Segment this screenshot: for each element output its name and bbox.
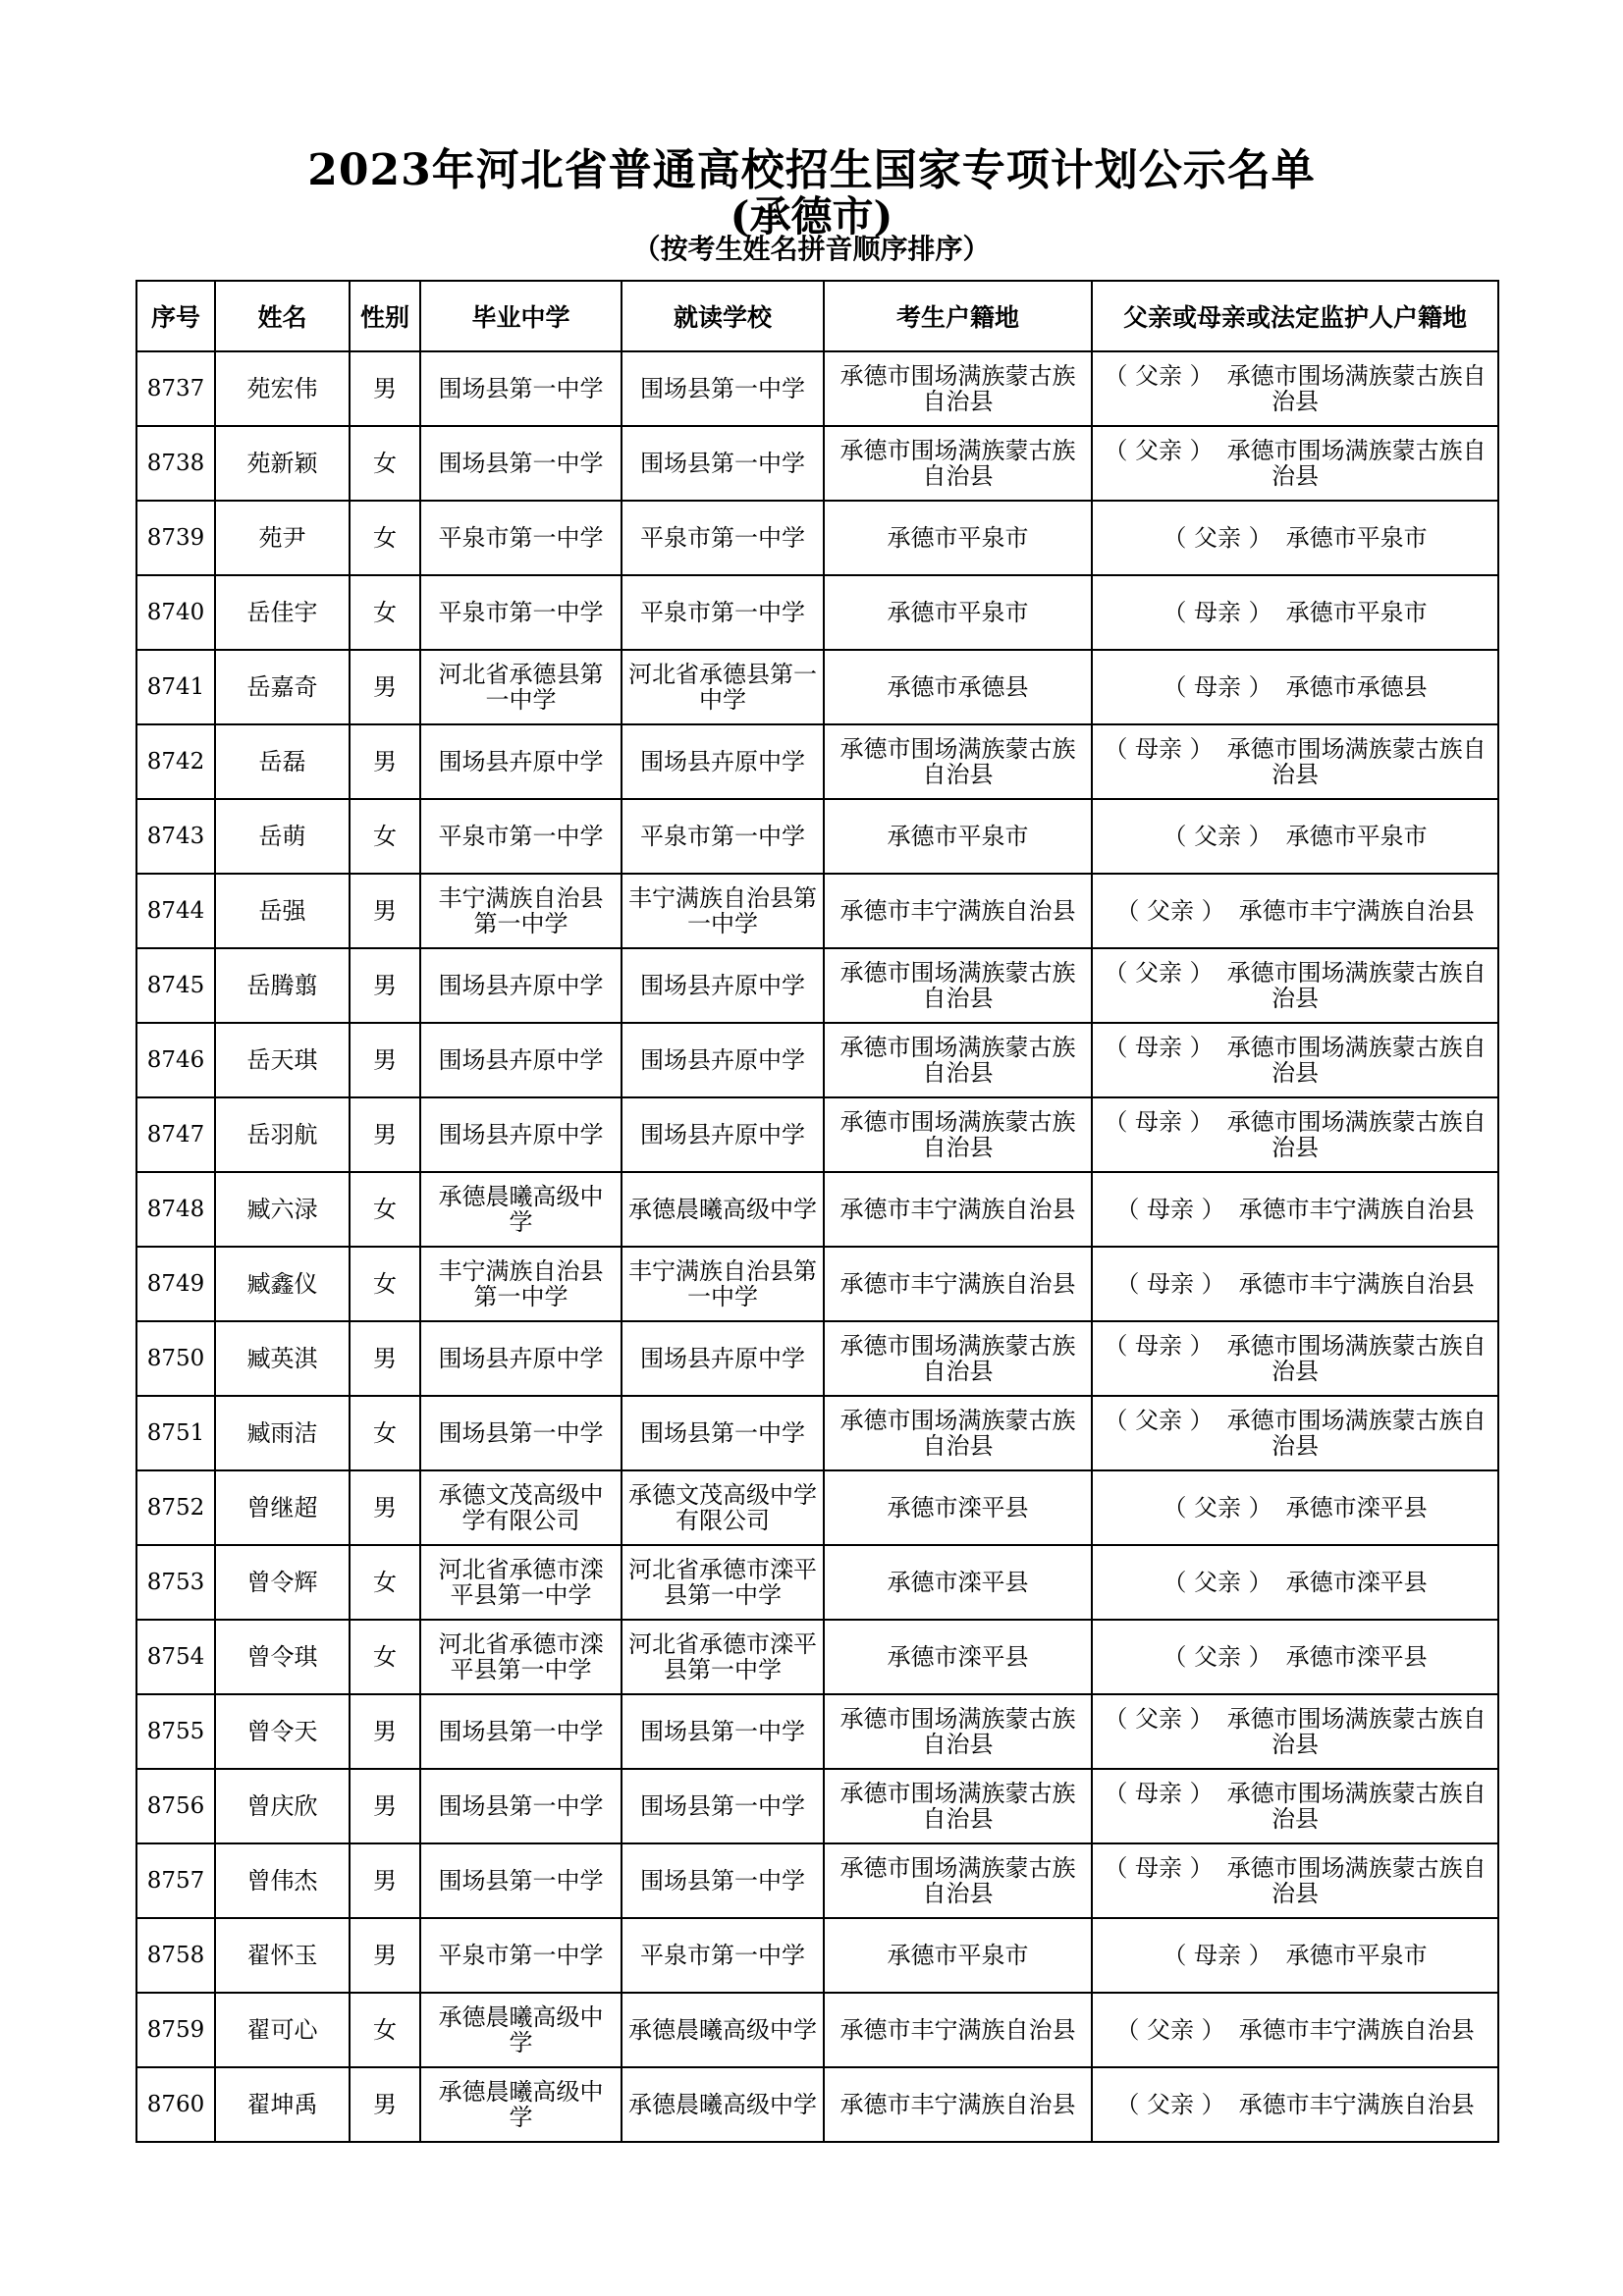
cell-guardian-hukou xyxy=(1092,1023,1498,1097)
cell-current-school: 围场县第一中学 xyxy=(622,351,824,426)
cell-student-hukou: 承德市滦平县 xyxy=(824,1470,1092,1545)
table-row xyxy=(136,1769,1498,1843)
cell-current-school: 围场县第一中学 xyxy=(622,1843,824,1918)
guardian-relation: （ 父亲 ） xyxy=(1115,2091,1225,2118)
cell-id: 8756 xyxy=(136,1769,215,1843)
guardian-relation: （ 母亲 ） xyxy=(1115,1196,1225,1223)
cell-name: 岳磊 xyxy=(215,724,350,799)
cell-name: 臧英淇 xyxy=(215,1321,350,1396)
cell-student-hukou: 承德市丰宁满族自治县 xyxy=(824,1247,1092,1321)
cell-name: 曾令辉 xyxy=(215,1545,350,1620)
cell-student-hukou: 承德市围场满族蒙古族自治县 xyxy=(824,1321,1092,1396)
cell-id: 8743 xyxy=(136,799,215,874)
cell-id: 8747 xyxy=(136,1097,215,1172)
guardian-place: 承德市围场满族蒙古族自治县 xyxy=(1226,1034,1487,1087)
table-row xyxy=(136,874,1498,948)
cell-student-hukou: 承德市围场满族蒙古族自治县 xyxy=(824,948,1092,1023)
cell-student-hukou: 承德市丰宁满族自治县 xyxy=(824,2067,1092,2142)
cell-guardian-hukou xyxy=(1092,1172,1498,1247)
roster-table xyxy=(135,280,1499,2143)
cell-gender: 女 xyxy=(350,799,420,874)
cell-id: 8753 xyxy=(136,1545,215,1620)
cell-gender: 男 xyxy=(350,874,420,948)
table-row xyxy=(136,1321,1498,1396)
guardian-place: 承德市围场满族蒙古族自治县 xyxy=(1226,1780,1487,1833)
header-current-school: 就读学校 xyxy=(622,281,824,351)
cell-graduated-school: 平泉市第一中学 xyxy=(420,1918,622,1993)
cell-gender: 男 xyxy=(350,1843,420,1918)
cell-graduated-school: 围场县第一中学 xyxy=(420,351,622,426)
cell-gender: 女 xyxy=(350,501,420,575)
cell-current-school: 围场县卉原中学 xyxy=(622,1097,824,1172)
cell-name: 苑宏伟 xyxy=(215,351,350,426)
cell-name: 岳萌 xyxy=(215,799,350,874)
cell-id: 8759 xyxy=(136,1993,215,2067)
cell-name: 臧鑫仪 xyxy=(215,1247,350,1321)
cell-guardian-hukou xyxy=(1092,501,1498,575)
cell-guardian-hukou xyxy=(1092,799,1498,874)
cell-student-hukou: 承德市平泉市 xyxy=(824,1918,1092,1993)
cell-graduated-school: 河北省承德市滦平县第一中学 xyxy=(420,1620,622,1694)
guardian-place: 承德市丰宁满族自治县 xyxy=(1238,897,1475,925)
cell-guardian-hukou xyxy=(1092,1097,1498,1172)
cell-graduated-school: 承德晨曦高级中学 xyxy=(420,2067,622,2142)
guardian-relation: （ 父亲 ） xyxy=(1104,959,1214,987)
cell-name: 曾令琪 xyxy=(215,1620,350,1694)
cell-guardian-hukou xyxy=(1092,2067,1498,2142)
cell-graduated-school: 围场县第一中学 xyxy=(420,1769,622,1843)
cell-guardian-hukou xyxy=(1092,1769,1498,1843)
cell-current-school: 河北省承德市滦平县第一中学 xyxy=(622,1545,824,1620)
guardian-relation: （ 父亲 ） xyxy=(1163,524,1272,552)
cell-current-school: 围场县卉原中学 xyxy=(622,724,824,799)
cell-guardian-hukou xyxy=(1092,1545,1498,1620)
cell-graduated-school: 围场县卉原中学 xyxy=(420,1097,622,1172)
cell-student-hukou: 承德市平泉市 xyxy=(824,799,1092,874)
cell-student-hukou: 承德市围场满族蒙古族自治县 xyxy=(824,1694,1092,1769)
cell-current-school: 围场县第一中学 xyxy=(622,1396,824,1470)
cell-current-school: 承德文茂高级中学有限公司 xyxy=(622,1470,824,1545)
header-guardian-hukou: 父亲或母亲或法定监护人户籍地 xyxy=(1092,281,1498,351)
cell-gender: 男 xyxy=(350,1769,420,1843)
cell-gender: 女 xyxy=(350,1396,420,1470)
table-row xyxy=(136,948,1498,1023)
table-row xyxy=(136,1470,1498,1545)
sort-note: （按考生姓名拼音顺序排序） xyxy=(632,233,991,265)
cell-guardian-hukou xyxy=(1092,1918,1498,1993)
table-header-row xyxy=(136,281,1498,351)
guardian-place: 承德市丰宁满族自治县 xyxy=(1238,2016,1475,2044)
cell-id: 8755 xyxy=(136,1694,215,1769)
cell-id: 8749 xyxy=(136,1247,215,1321)
cell-gender: 女 xyxy=(350,1993,420,2067)
cell-graduated-school: 围场县第一中学 xyxy=(420,426,622,501)
cell-name: 苑尹 xyxy=(215,501,350,575)
cell-id: 8744 xyxy=(136,874,215,948)
table-row xyxy=(136,1918,1498,1993)
cell-guardian-hukou xyxy=(1092,1993,1498,2067)
cell-current-school: 承德晨曦高级中学 xyxy=(622,1172,824,1247)
cell-name: 翟怀玉 xyxy=(215,1918,350,1993)
cell-id: 8737 xyxy=(136,351,215,426)
guardian-relation: （ 父亲 ） xyxy=(1104,437,1214,464)
cell-graduated-school: 围场县第一中学 xyxy=(420,1396,622,1470)
guardian-relation: （ 母亲 ） xyxy=(1163,1942,1272,1969)
cell-graduated-school: 承德晨曦高级中学 xyxy=(420,1993,622,2067)
guardian-place: 承德市承德县 xyxy=(1285,673,1428,701)
guardian-place: 承德市围场满族蒙古族自治县 xyxy=(1226,1705,1487,1758)
guardian-place: 承德市围场满族蒙古族自治县 xyxy=(1226,1332,1487,1385)
cell-guardian-hukou xyxy=(1092,1321,1498,1396)
table-row xyxy=(136,426,1498,501)
cell-graduated-school: 围场县卉原中学 xyxy=(420,724,622,799)
cell-student-hukou: 承德市平泉市 xyxy=(824,501,1092,575)
cell-graduated-school: 围场县卉原中学 xyxy=(420,948,622,1023)
cell-graduated-school: 平泉市第一中学 xyxy=(420,575,622,650)
cell-graduated-school: 丰宁满族自治县第一中学 xyxy=(420,1247,622,1321)
table-row xyxy=(136,1172,1498,1247)
cell-gender: 女 xyxy=(350,1172,420,1247)
cell-id: 8751 xyxy=(136,1396,215,1470)
cell-student-hukou: 承德市平泉市 xyxy=(824,575,1092,650)
cell-name: 岳嘉奇 xyxy=(215,650,350,724)
cell-gender: 男 xyxy=(350,1470,420,1545)
cell-student-hukou: 承德市丰宁满族自治县 xyxy=(824,1172,1092,1247)
cell-gender: 女 xyxy=(350,1545,420,1620)
cell-current-school: 平泉市第一中学 xyxy=(622,1918,824,1993)
cell-guardian-hukou xyxy=(1092,1247,1498,1321)
header-id: 序号 xyxy=(136,281,215,351)
cell-student-hukou: 承德市围场满族蒙古族自治县 xyxy=(824,426,1092,501)
table-row xyxy=(136,724,1498,799)
guardian-place: 承德市围场满族蒙古族自治县 xyxy=(1226,362,1487,415)
cell-student-hukou: 承德市围场满族蒙古族自治县 xyxy=(824,351,1092,426)
cell-guardian-hukou xyxy=(1092,650,1498,724)
table-row xyxy=(136,1023,1498,1097)
guardian-relation: （ 母亲 ） xyxy=(1104,1108,1214,1136)
cell-student-hukou: 承德市丰宁满族自治县 xyxy=(824,874,1092,948)
table-row xyxy=(136,650,1498,724)
cell-student-hukou: 承德市围场满族蒙古族自治县 xyxy=(824,1097,1092,1172)
cell-graduated-school: 围场县卉原中学 xyxy=(420,1023,622,1097)
cell-current-school: 围场县卉原中学 xyxy=(622,1321,824,1396)
cell-gender: 男 xyxy=(350,1694,420,1769)
cell-guardian-hukou xyxy=(1092,948,1498,1023)
cell-id: 8758 xyxy=(136,1918,215,1993)
cell-id: 8741 xyxy=(136,650,215,724)
guardian-relation: （ 父亲 ） xyxy=(1163,823,1272,850)
cell-graduated-school: 平泉市第一中学 xyxy=(420,501,622,575)
cell-student-hukou: 承德市围场满族蒙古族自治县 xyxy=(824,1023,1092,1097)
cell-guardian-hukou xyxy=(1092,1470,1498,1545)
cell-id: 8754 xyxy=(136,1620,215,1694)
header-student-hukou: 考生户籍地 xyxy=(824,281,1092,351)
cell-name: 翟坤禹 xyxy=(215,2067,350,2142)
cell-graduated-school: 河北省承德市滦平县第一中学 xyxy=(420,1545,622,1620)
cell-current-school: 围场县第一中学 xyxy=(622,1769,824,1843)
guardian-place: 承德市滦平县 xyxy=(1285,1569,1428,1596)
guardian-place: 承德市丰宁满族自治县 xyxy=(1238,2091,1475,2118)
cell-guardian-hukou xyxy=(1092,874,1498,948)
cell-gender: 男 xyxy=(350,948,420,1023)
guardian-relation: （ 母亲 ） xyxy=(1104,1034,1214,1061)
cell-current-school: 河北省承德县第一中学 xyxy=(622,650,824,724)
cell-guardian-hukou xyxy=(1092,1843,1498,1918)
header-name: 姓名 xyxy=(215,281,350,351)
cell-current-school: 围场县第一中学 xyxy=(622,1694,824,1769)
guardian-relation: （ 父亲 ） xyxy=(1104,362,1214,390)
table-row xyxy=(136,1247,1498,1321)
cell-student-hukou: 承德市围场满族蒙古族自治县 xyxy=(824,1843,1092,1918)
guardian-relation: （ 母亲 ） xyxy=(1115,1270,1225,1298)
cell-gender: 男 xyxy=(350,351,420,426)
guardian-place: 承德市围场满族蒙古族自治县 xyxy=(1226,1108,1487,1161)
cell-gender: 女 xyxy=(350,426,420,501)
cell-id: 8752 xyxy=(136,1470,215,1545)
guardian-relation: （ 父亲 ） xyxy=(1163,1494,1272,1522)
cell-gender: 男 xyxy=(350,2067,420,2142)
cell-name: 岳腾翦 xyxy=(215,948,350,1023)
cell-student-hukou: 承德市滦平县 xyxy=(824,1545,1092,1620)
guardian-relation: （ 母亲 ） xyxy=(1104,1780,1214,1807)
cell-name: 岳强 xyxy=(215,874,350,948)
guardian-place: 承德市丰宁满族自治县 xyxy=(1238,1196,1475,1223)
cell-id: 8757 xyxy=(136,1843,215,1918)
table-row xyxy=(136,799,1498,874)
cell-student-hukou: 承德市丰宁满族自治县 xyxy=(824,1993,1092,2067)
cell-current-school: 围场县第一中学 xyxy=(622,426,824,501)
cell-graduated-school: 平泉市第一中学 xyxy=(420,799,622,874)
guardian-relation: （ 母亲 ） xyxy=(1104,1854,1214,1882)
cell-graduated-school: 围场县第一中学 xyxy=(420,1843,622,1918)
guardian-place: 承德市丰宁满族自治县 xyxy=(1238,1270,1475,1298)
table-row xyxy=(136,1694,1498,1769)
cell-name: 曾令天 xyxy=(215,1694,350,1769)
guardian-relation: （ 父亲 ） xyxy=(1104,1705,1214,1733)
guardian-place: 承德市围场满族蒙古族自治县 xyxy=(1226,1407,1487,1460)
guardian-relation: （ 母亲 ） xyxy=(1104,1332,1214,1360)
guardian-relation: （ 父亲 ） xyxy=(1115,897,1225,925)
cell-name: 翟可心 xyxy=(215,1993,350,2067)
cell-name: 曾庆欣 xyxy=(215,1769,350,1843)
cell-student-hukou: 承德市承德县 xyxy=(824,650,1092,724)
cell-student-hukou: 承德市围场满族蒙古族自治县 xyxy=(824,1769,1092,1843)
cell-graduated-school: 围场县第一中学 xyxy=(420,1694,622,1769)
table-row xyxy=(136,1993,1498,2067)
cell-guardian-hukou xyxy=(1092,1396,1498,1470)
cell-id: 8746 xyxy=(136,1023,215,1097)
guardian-place: 承德市平泉市 xyxy=(1285,823,1428,850)
cell-current-school: 平泉市第一中学 xyxy=(622,799,824,874)
cell-guardian-hukou xyxy=(1092,575,1498,650)
cell-graduated-school: 围场县卉原中学 xyxy=(420,1321,622,1396)
cell-id: 8738 xyxy=(136,426,215,501)
page-title: 2023年河北省普通高校招生国家专项计划公示名单 xyxy=(307,145,1316,195)
cell-student-hukou: 承德市滦平县 xyxy=(824,1620,1092,1694)
cell-current-school: 围场县卉原中学 xyxy=(622,948,824,1023)
header-gender: 性别 xyxy=(350,281,420,351)
guardian-place: 承德市围场满族蒙古族自治县 xyxy=(1226,1854,1487,1907)
cell-current-school: 河北省承德市滦平县第一中学 xyxy=(622,1620,824,1694)
table-row xyxy=(136,351,1498,426)
cell-gender: 男 xyxy=(350,1321,420,1396)
cell-gender: 女 xyxy=(350,1247,420,1321)
cell-gender: 男 xyxy=(350,1023,420,1097)
cell-current-school: 丰宁满族自治县第一中学 xyxy=(622,874,824,948)
table-row xyxy=(136,575,1498,650)
guardian-relation: （ 父亲 ） xyxy=(1104,1407,1214,1434)
cell-guardian-hukou xyxy=(1092,1694,1498,1769)
table-row xyxy=(136,1097,1498,1172)
table-row xyxy=(136,1620,1498,1694)
cell-current-school: 承德晨曦高级中学 xyxy=(622,1993,824,2067)
cell-name: 岳天琪 xyxy=(215,1023,350,1097)
cell-current-school: 承德晨曦高级中学 xyxy=(622,2067,824,2142)
table-row xyxy=(136,2067,1498,2142)
cell-name: 曾继超 xyxy=(215,1470,350,1545)
page-subtitle: (承德市) xyxy=(730,192,893,240)
table-row xyxy=(136,1843,1498,1918)
table-row xyxy=(136,1545,1498,1620)
guardian-relation: （ 父亲 ） xyxy=(1163,1569,1272,1596)
cell-graduated-school: 承德晨曦高级中学 xyxy=(420,1172,622,1247)
cell-gender: 女 xyxy=(350,575,420,650)
cell-graduated-school: 丰宁满族自治县第一中学 xyxy=(420,874,622,948)
cell-student-hukou: 承德市围场满族蒙古族自治县 xyxy=(824,724,1092,799)
cell-id: 8742 xyxy=(136,724,215,799)
cell-gender: 男 xyxy=(350,724,420,799)
guardian-place: 承德市平泉市 xyxy=(1285,524,1428,552)
cell-id: 8748 xyxy=(136,1172,215,1247)
cell-guardian-hukou xyxy=(1092,426,1498,501)
guardian-relation: （ 父亲 ） xyxy=(1163,1643,1272,1671)
guardian-place: 承德市围场满族蒙古族自治县 xyxy=(1226,959,1487,1012)
cell-name: 臧雨洁 xyxy=(215,1396,350,1470)
cell-name: 苑新颖 xyxy=(215,426,350,501)
cell-id: 8760 xyxy=(136,2067,215,2142)
cell-gender: 男 xyxy=(350,650,420,724)
cell-guardian-hukou xyxy=(1092,351,1498,426)
cell-gender: 男 xyxy=(350,1918,420,1993)
cell-current-school: 平泉市第一中学 xyxy=(622,575,824,650)
cell-name: 臧六渌 xyxy=(215,1172,350,1247)
cell-name: 岳羽航 xyxy=(215,1097,350,1172)
cell-guardian-hukou xyxy=(1092,724,1498,799)
guardian-relation: （ 母亲 ） xyxy=(1104,735,1214,763)
cell-id: 8740 xyxy=(136,575,215,650)
guardian-place: 承德市平泉市 xyxy=(1285,599,1428,626)
cell-current-school: 平泉市第一中学 xyxy=(622,501,824,575)
cell-name: 岳佳宇 xyxy=(215,575,350,650)
guardian-place: 承德市平泉市 xyxy=(1285,1942,1428,1969)
guardian-place: 承德市滦平县 xyxy=(1285,1643,1428,1671)
guardian-relation: （ 母亲 ） xyxy=(1163,673,1272,701)
cell-gender: 男 xyxy=(350,1097,420,1172)
table-row xyxy=(136,1396,1498,1470)
guardian-place: 承德市围场满族蒙古族自治县 xyxy=(1226,437,1487,490)
cell-name: 曾伟杰 xyxy=(215,1843,350,1918)
cell-gender: 女 xyxy=(350,1620,420,1694)
guardian-place: 承德市围场满族蒙古族自治县 xyxy=(1226,735,1487,788)
cell-id: 8750 xyxy=(136,1321,215,1396)
cell-guardian-hukou xyxy=(1092,1620,1498,1694)
header-graduated-school: 毕业中学 xyxy=(420,281,622,351)
guardian-relation: （ 母亲 ） xyxy=(1163,599,1272,626)
table-row xyxy=(136,501,1498,575)
guardian-place: 承德市滦平县 xyxy=(1285,1494,1428,1522)
cell-current-school: 围场县卉原中学 xyxy=(622,1023,824,1097)
cell-student-hukou: 承德市围场满族蒙古族自治县 xyxy=(824,1396,1092,1470)
cell-graduated-school: 承德文茂高级中学有限公司 xyxy=(420,1470,622,1545)
cell-id: 8745 xyxy=(136,948,215,1023)
cell-graduated-school: 河北省承德县第一中学 xyxy=(420,650,622,724)
cell-id: 8739 xyxy=(136,501,215,575)
cell-current-school: 丰宁满族自治县第一中学 xyxy=(622,1247,824,1321)
guardian-relation: （ 父亲 ） xyxy=(1115,2016,1225,2044)
